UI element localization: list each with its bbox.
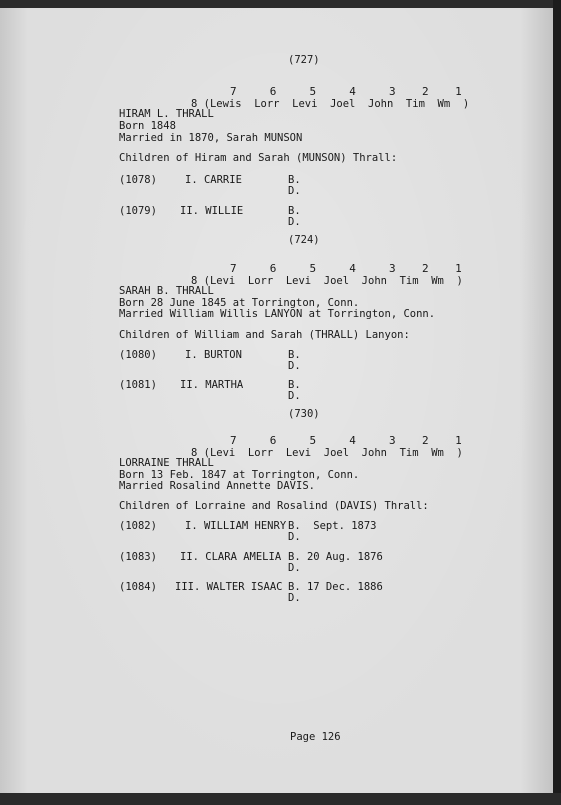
child-death: D. [288, 360, 301, 372]
child-name: III. WALTER ISAAC [175, 581, 283, 593]
child-name: I. CARRIE [185, 174, 242, 186]
child-birth: B. [288, 349, 301, 361]
generation-numbers: 7 6 5 4 3 2 1 [230, 262, 462, 275]
child-number: (1078) [119, 174, 157, 186]
generation-numbers: 7 6 5 4 3 2 1 [230, 85, 462, 98]
entry-number: (727) [288, 54, 320, 66]
marriage-line: Married in 1870, Sarah MUNSON [119, 132, 303, 144]
child-name: II. MARTHA [180, 379, 244, 391]
person-name: LORRAINE THRALL [119, 457, 214, 469]
child-name: II. WILLIE [180, 205, 244, 217]
child-death: D. [288, 185, 301, 197]
lineage-line: 8 (Lewis Lorr Levi Joel John Tim Wm ) [191, 98, 470, 110]
generation-numbers: 7 6 5 4 3 2 1 [230, 434, 462, 447]
child-death: D. [288, 390, 301, 402]
entry-number: (730) [288, 408, 320, 420]
page-number: Page 126 [290, 731, 341, 743]
child-death: D. [288, 562, 301, 574]
child-birth: B. [288, 174, 301, 186]
entry-number: (724) [288, 234, 320, 246]
child-number: (1082) [119, 520, 157, 532]
birth-line: Born 13 Feb. 1847 at Torrington, Conn. [119, 469, 360, 481]
child-name: I. WILLIAM HENRY [185, 520, 287, 532]
scan-edge-right [553, 0, 561, 805]
child-number: (1083) [119, 551, 157, 563]
person-name: SARAH B. THRALL [119, 285, 214, 297]
child-number: (1079) [119, 205, 157, 217]
children-heading: Children of Lorraine and Rosalind (DAVIS) Thrall: [119, 500, 429, 512]
lineage-line: 8 (Levi Lorr Levi Joel John Tim Wm ) [191, 447, 463, 459]
child-birth: B. 17 Dec. 1886 [288, 581, 383, 593]
birth-line: Born 28 June 1845 at Torrington, Conn. [119, 297, 360, 309]
child-death: D. [288, 531, 301, 543]
marriage-line: Married Rosalind Annette DAVIS. [119, 480, 315, 492]
child-birth: B. Sept. 1873 [288, 520, 377, 532]
child-number: (1080) [119, 349, 157, 361]
scan-edge-bottom [0, 793, 561, 805]
document-page [0, 8, 553, 793]
lineage-line: 8 (Levi Lorr Levi Joel John Tim Wm ) [191, 275, 463, 287]
child-name: II. CLARA AMELIA [180, 551, 282, 563]
child-death: D. [288, 592, 301, 604]
child-number: (1081) [119, 379, 157, 391]
marriage-line: Married William Willis LANYON at Torrington, Conn. [119, 308, 436, 320]
child-birth: B. 20 Aug. 1876 [288, 551, 383, 563]
person-name: HIRAM L. THRALL [119, 108, 214, 120]
children-heading: Children of William and Sarah (THRALL) Lanyon: [119, 329, 410, 341]
children-heading: Children of Hiram and Sarah (MUNSON) Thrall: [119, 152, 398, 164]
child-name: I. BURTON [185, 349, 242, 361]
child-number: (1084) [119, 581, 157, 593]
birth-line: Born 1848 [119, 120, 176, 132]
child-birth: B. [288, 205, 301, 217]
child-death: D. [288, 216, 301, 228]
child-birth: B. [288, 379, 301, 391]
